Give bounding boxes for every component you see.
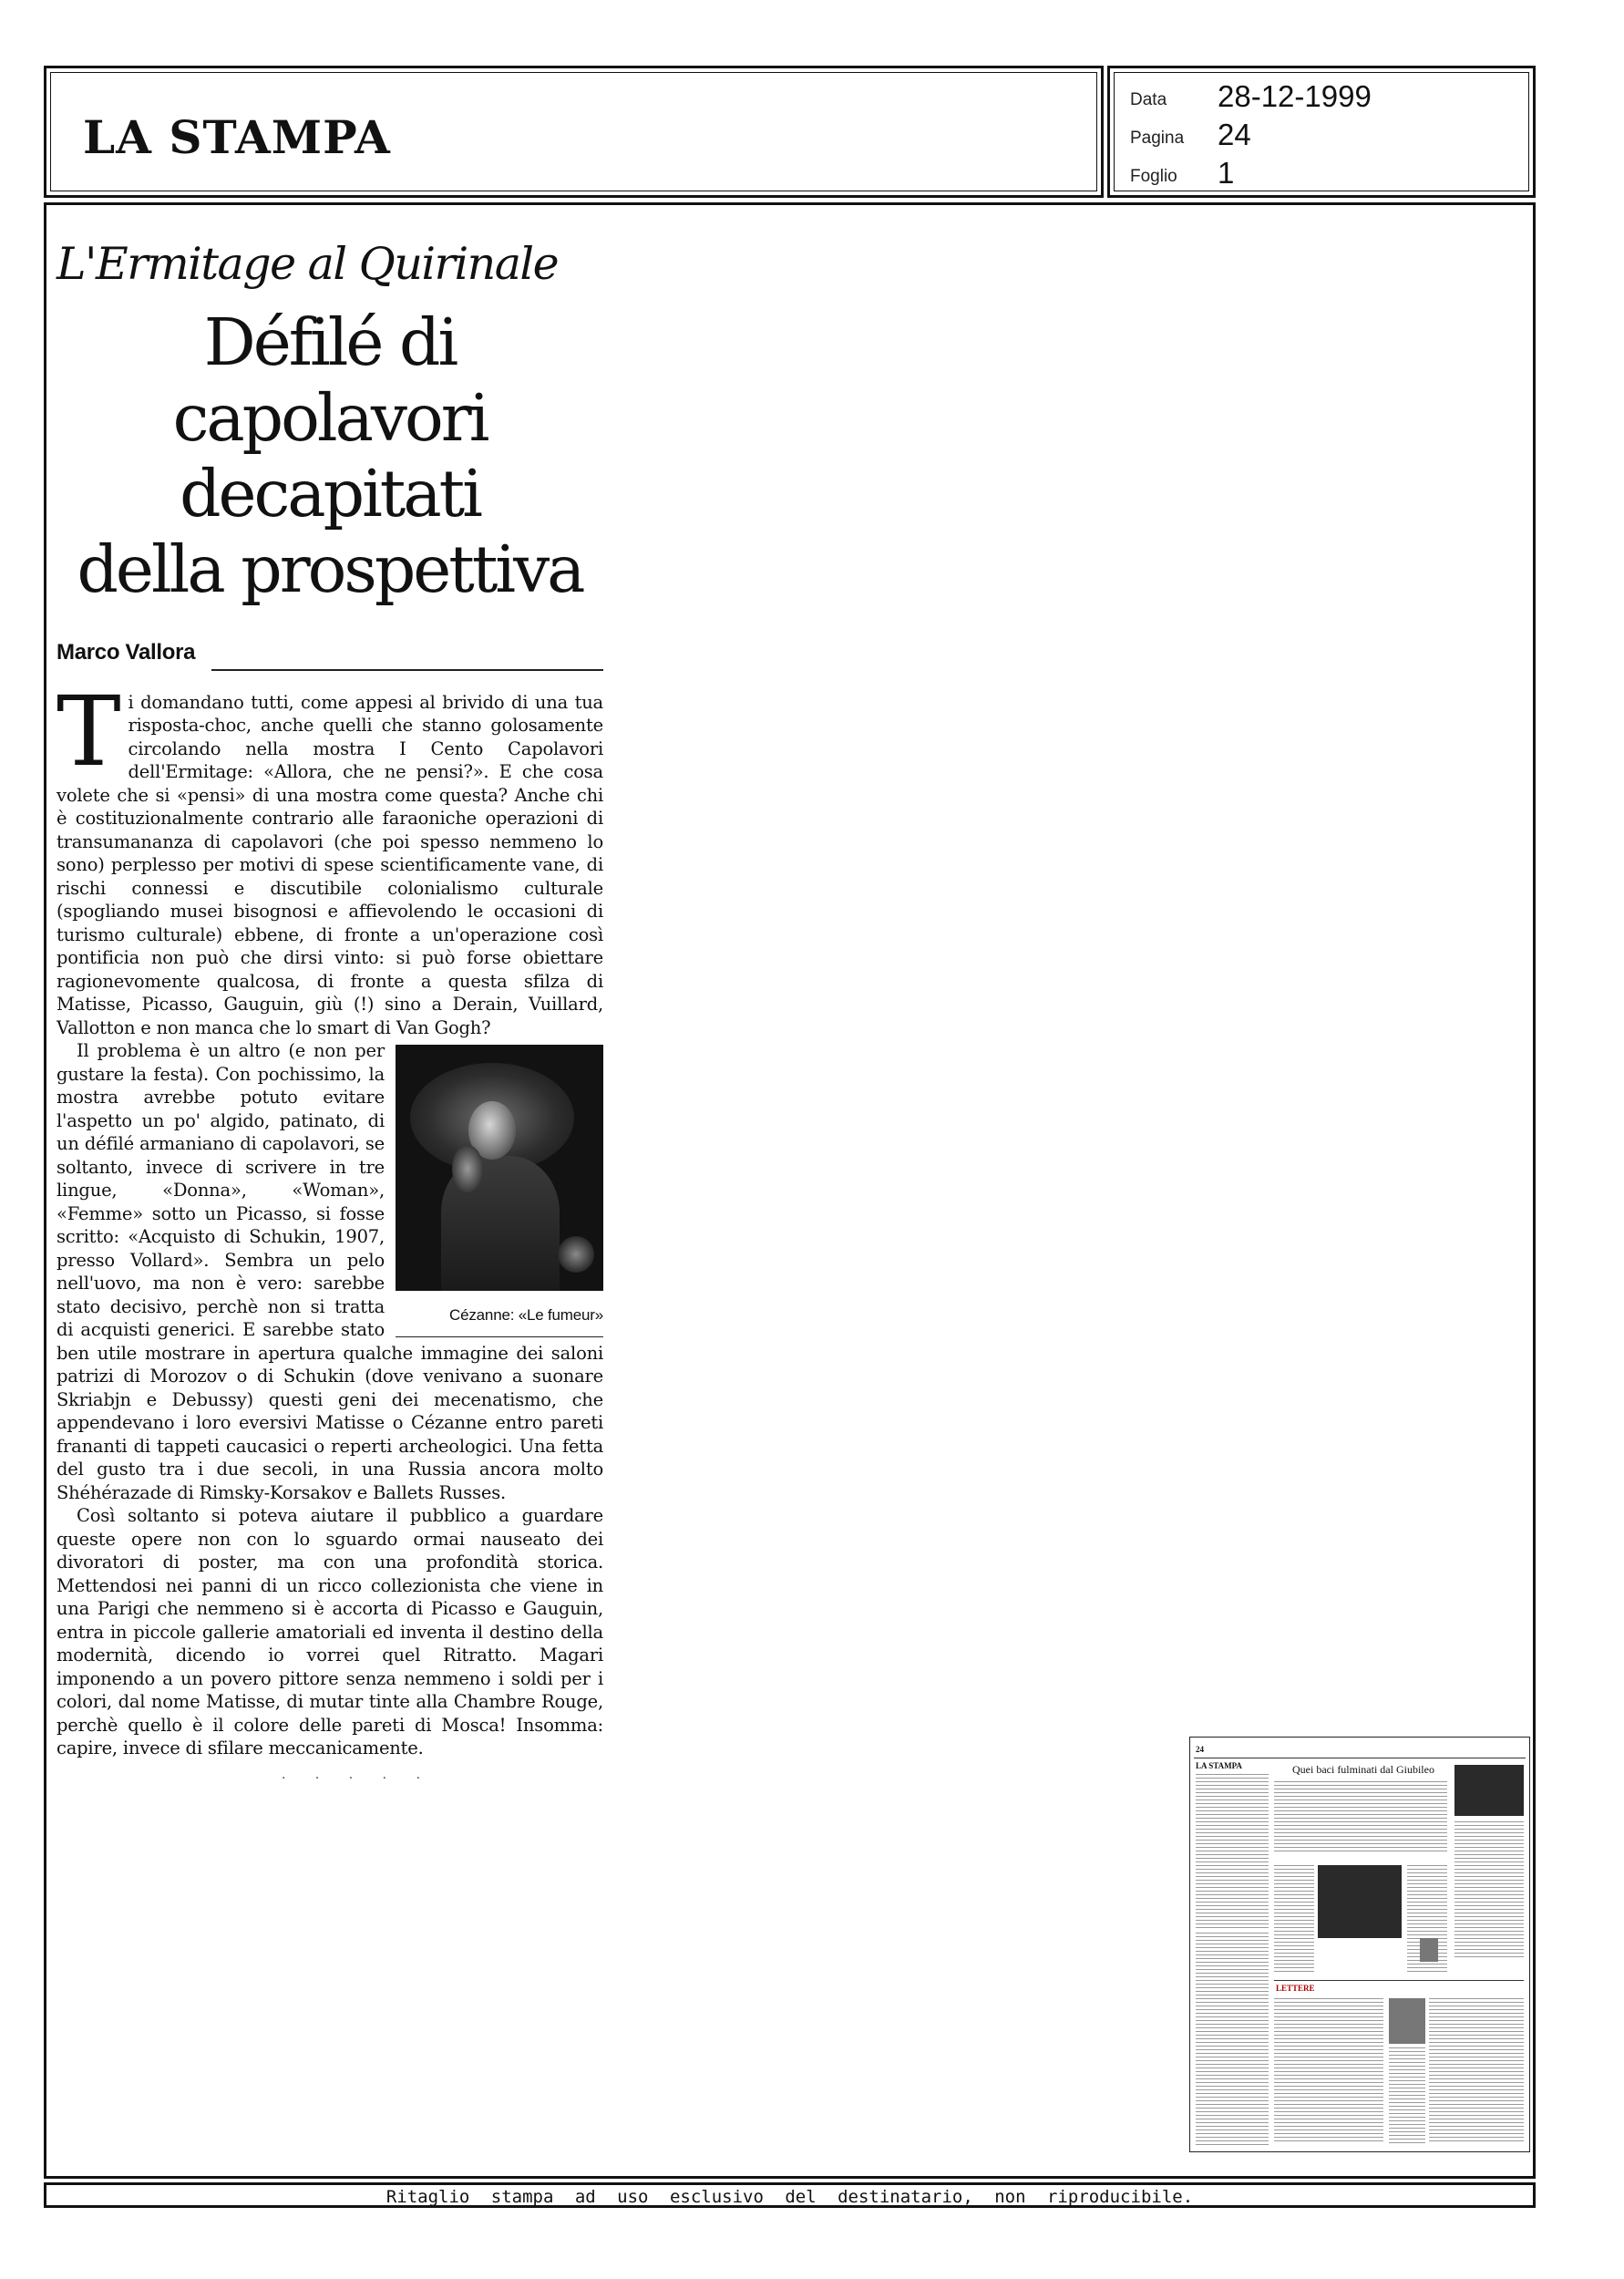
photo-caption: Cézanne: «Le fumeur» (449, 1306, 603, 1324)
meta-label-page: Pagina (1130, 129, 1185, 148)
meta-value-sheet: 1 (1218, 156, 1235, 190)
caption-rule (396, 1336, 603, 1338)
paragraph-text: i domandano tutti, come appesi al brivido di una tua risposta-choc, anche quelli che stanno golosamente circolando nella mostra I Cento Capolavori dell'Ermitage: «Allora, che ne pensi?». E che cosa volete che si «pensi» di una mostra come questa? Anche chi è costituzionalmente contrario alle faraoniche operazioni di transumananza di capolavori (che poi spesso nemmeno lo sono) perplesso per motivi di spese scientificamente vane, di rischi connessi e discutibile colonialismo culturale (spogliando musei bisognosi e affievolendo le occasioni di turismo culturale) ebbene, di fronte a un'operazione così pontificia non può che dirsi vinto: si può forse obiettare ragionevomente qualcosa, di fronte a questa sfilza di Matisse, Picasso, Gauguin, giù (!) sino a Derain, Vuillard, Vallotton e non manca che lo smart di Van Gogh? (57, 691, 603, 1038)
masthead-box (44, 66, 1104, 198)
thumb-headline: Quei baci fulminati dal Giubileo (1292, 1763, 1434, 1776)
article-kicker: L'Ermitage al Quirinale (57, 238, 559, 290)
meta-row-date (1110, 76, 1533, 112)
meta-row-page (1110, 114, 1533, 150)
byline-rule (211, 669, 603, 671)
paragraph: Così soltanto si poteva aiutare il pubblico a guardare queste opere non con lo sguardo ormai nauseato dei divoratori di poster, ma con una profondità storica. Mettendosi nei panni di un ricco collezionista che viene in una Parigi che nemmeno si è accorta di Picasso e Gauguin, entra in piccole gallerie amatoriali ed inventa il destino della modernità, dicendo io vorrei quel Ritratto. Magari imponendo a un povero pittore senza nemmeno i soldi per i colori, dal nome Matisse, di mutar tinte alla Chambre Rouge, perchè quello è il colore delle pareti di Mosca! Insomma: capire, invece di sfilare meccanicamente. (57, 1505, 603, 1758)
meta-label-date: Data (1130, 90, 1167, 109)
clipping-meta-box (1107, 66, 1536, 198)
article (57, 232, 603, 1790)
end-mark: · · · · · (281, 1770, 434, 1786)
meta-value-date: 28-12-1999 (1218, 79, 1372, 113)
drop-cap: T (57, 675, 121, 788)
meta-value-page: 24 (1218, 118, 1251, 151)
headline-line: Défilé di capolavori (172, 304, 488, 456)
meta-label-sheet: Foglio (1130, 167, 1177, 186)
thumb-masthead: LA STAMPA (1196, 1761, 1242, 1770)
headline-line: decapitati (180, 456, 480, 531)
thumb-section-label: LETTERE (1276, 1984, 1315, 1993)
paragraph (57, 675, 603, 1040)
headline-line: della prospettiva (77, 531, 583, 607)
paragraph: Il problema è un altro (e non per gustare la festa). Con pochissimo, la mostra avrebbe potuto evitare l'aspetto un po' algido, patinato, di un défilé armaniano di capolavori, se soltanto, invece di scrivere in tre lingue, «Donna», «Woman», «Femme» sotto un Picasso, si fosse scritto: «Acquisto di Schukin, 1907, presso Vollard». Sembra un pelo nell'uovo, ma non è vero: sarebbe stato decisivo, perchè non si tratta di acquisti generici. E sarebbe stato ben utile mostrare in apertura qualche immagine dei saloni patrizi di Morozov o di Schukin (dove venivano a suonare Skriabjn e Debussy) questi geni dei mecenatismo, che appendevano i loro eversivi Matisse o Cézanne entro pareti frananti di tappeti caucasici o reperti archeologici. Una fetta del gusto tra i due secoli, in una Russia ancora molto Shéhérazade di Rimsky-Korsakov e Ballets Russes. (57, 1040, 603, 1503)
article-headline (57, 304, 603, 607)
thumb-page-number: 24 (1196, 1745, 1204, 1754)
photo-block (396, 1045, 603, 1337)
cezanne-le-fumeur-photo (396, 1045, 603, 1291)
article-byline: Marco Vallora (57, 640, 196, 665)
article-body (57, 675, 603, 1791)
page-thumbnail (1189, 1737, 1530, 2152)
meta-row-sheet (1110, 152, 1533, 189)
footer-box (44, 2182, 1536, 2208)
footer-disclaimer: Ritaglio stampa ad uso esclusivo del destinatario, non riproducibile. (385, 2187, 1194, 2207)
publication-name: LA STAMPA (83, 110, 391, 164)
